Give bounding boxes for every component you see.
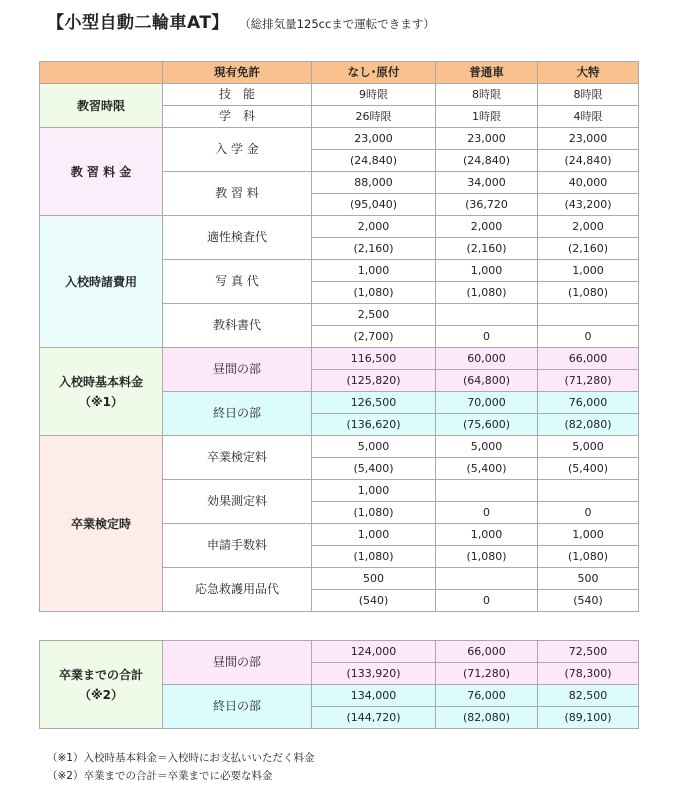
cell: (136,620)	[312, 414, 436, 436]
header-none: なし･原付	[312, 62, 436, 84]
cell: (24,840)	[436, 150, 538, 172]
header-license: 現有免許	[163, 62, 312, 84]
cell: 134,000	[312, 685, 436, 707]
cell	[436, 304, 538, 326]
cell: 126,500	[312, 392, 436, 414]
subtitle-text: （総排気量125ccまで運転できます）	[244, 17, 435, 31]
cell: 2,000	[538, 216, 639, 238]
table-row	[40, 641, 639, 663]
cell: (2,700)	[312, 326, 436, 348]
cell: 76,000	[538, 392, 639, 414]
header-special: 大特	[538, 62, 639, 84]
cell: 23,000	[538, 128, 639, 150]
cell: (78,300)	[538, 663, 639, 685]
basic-sub: 終日の部	[163, 392, 312, 436]
header-standard: 普通車	[436, 62, 538, 84]
total-label-text: 卒業までの合計	[58, 667, 143, 682]
cell: (2,160)	[436, 238, 538, 260]
cell: 66,000	[436, 641, 538, 663]
cell: 5,000	[312, 436, 436, 458]
cell: (24,840)	[312, 150, 436, 172]
cell: 23,000	[312, 128, 436, 150]
cell: (2,160)	[312, 238, 436, 260]
cell: 34,000	[436, 172, 538, 194]
cell: (24,840)	[538, 150, 639, 172]
graduation-sub: 効果測定料	[163, 480, 312, 524]
cell: 0	[538, 502, 639, 524]
cell	[538, 304, 639, 326]
basic-sub: 昼間の部	[163, 348, 312, 392]
total-sub: 終日の部	[163, 685, 312, 729]
total-table	[39, 640, 639, 729]
cell: 1,000	[538, 260, 639, 282]
admission-sub: 適性検査代	[163, 216, 312, 260]
title-text: 【小型自動二輪車AT】	[47, 13, 229, 33]
cell: (43,200)	[538, 194, 639, 216]
fees-sub: 入 学 金	[163, 128, 312, 172]
cell: (75,600)	[436, 414, 538, 436]
page-title	[47, 8, 435, 33]
graduation-sub: 応急救護用品代	[163, 568, 312, 612]
cell: 1,000	[436, 260, 538, 282]
cell: 88,000	[312, 172, 436, 194]
cell: (133,920)	[312, 663, 436, 685]
cell: (1,080)	[436, 282, 538, 304]
cell: 0	[436, 590, 538, 612]
cell: (71,280)	[436, 663, 538, 685]
cell: (95,040)	[312, 194, 436, 216]
cell: (540)	[312, 590, 436, 612]
table-row	[40, 436, 639, 458]
footnote-1: （※1）入校時基本料金＝入校時にお支払いいただく料金	[47, 752, 315, 764]
cell: 500	[538, 568, 639, 590]
total-note: （※2）	[78, 687, 124, 702]
cell: 116,500	[312, 348, 436, 370]
cell: 1,000	[312, 260, 436, 282]
cell: 60,000	[436, 348, 538, 370]
lessons-sub: 技 能	[163, 84, 312, 106]
cell: (5,400)	[436, 458, 538, 480]
cell: 1,000	[312, 480, 436, 502]
cell: 2,500	[312, 304, 436, 326]
cell: 76,000	[436, 685, 538, 707]
cell: 5,000	[538, 436, 639, 458]
cell: (89,100)	[538, 707, 639, 729]
cell: (36,720	[436, 194, 538, 216]
cell: (5,400)	[312, 458, 436, 480]
cell: 0	[436, 502, 538, 524]
fees-sub: 教 習 料	[163, 172, 312, 216]
cell: 23,000	[436, 128, 538, 150]
fees-label: 教 習 料 金	[40, 128, 163, 216]
cell: (540)	[538, 590, 639, 612]
cell: 66,000	[538, 348, 639, 370]
cell: 40,000	[538, 172, 639, 194]
cell: 26時限	[312, 106, 436, 128]
cell: (64,800)	[436, 370, 538, 392]
cell: (82,080)	[538, 414, 639, 436]
cell: 500	[312, 568, 436, 590]
cell: 8時限	[538, 84, 639, 106]
lessons-sub: 学 科	[163, 106, 312, 128]
cell: 2,000	[436, 216, 538, 238]
total-sub: 昼間の部	[163, 641, 312, 685]
cell: (1,080)	[538, 546, 639, 568]
cell: 82,500	[538, 685, 639, 707]
basic-note: （※1）	[78, 394, 124, 409]
cell: 5,000	[436, 436, 538, 458]
header-empty	[40, 62, 163, 84]
cell: 2,000	[312, 216, 436, 238]
cell: 1,000	[436, 524, 538, 546]
cell: (5,400)	[538, 458, 639, 480]
footnote-2: （※2）卒業までの合計＝卒業までに必要な料金	[47, 770, 273, 782]
admission-sub: 教科書代	[163, 304, 312, 348]
graduation-sub: 申請手数料	[163, 524, 312, 568]
cell: 124,000	[312, 641, 436, 663]
cell: (1,080)	[312, 502, 436, 524]
cell: (125,820)	[312, 370, 436, 392]
table-row	[40, 128, 639, 150]
basic-label	[40, 348, 163, 436]
cell: (71,280)	[538, 370, 639, 392]
graduation-sub: 卒業検定料	[163, 436, 312, 480]
graduation-label: 卒業検定時	[40, 436, 163, 612]
footnotes	[47, 749, 314, 785]
cell	[538, 480, 639, 502]
basic-label-text: 入校時基本料金	[58, 374, 143, 389]
cell: 1,000	[538, 524, 639, 546]
cell	[436, 568, 538, 590]
cell: 70,000	[436, 392, 538, 414]
cell: (1,080)	[312, 546, 436, 568]
lessons-label: 教習時限	[40, 84, 163, 128]
cell: 0	[538, 326, 639, 348]
admission-sub: 写 真 代	[163, 260, 312, 304]
cell: (1,080)	[436, 546, 538, 568]
cell: (2,160)	[538, 238, 639, 260]
cell	[436, 480, 538, 502]
cell: 4時限	[538, 106, 639, 128]
cell: 0	[436, 326, 538, 348]
total-label	[40, 641, 163, 729]
admission-label: 入校時諸費用	[40, 216, 163, 348]
cell: 1,000	[312, 524, 436, 546]
cell: (82,080)	[436, 707, 538, 729]
table-row	[40, 216, 639, 238]
fee-table	[39, 61, 639, 612]
cell: (1,080)	[312, 282, 436, 304]
cell: 72,500	[538, 641, 639, 663]
cell: 1時限	[436, 106, 538, 128]
cell: 8時限	[436, 84, 538, 106]
cell: (144,720)	[312, 707, 436, 729]
table-row	[40, 84, 639, 106]
table-row	[40, 348, 639, 370]
cell: (1,080)	[538, 282, 639, 304]
header-row	[40, 62, 639, 84]
cell: 9時限	[312, 84, 436, 106]
